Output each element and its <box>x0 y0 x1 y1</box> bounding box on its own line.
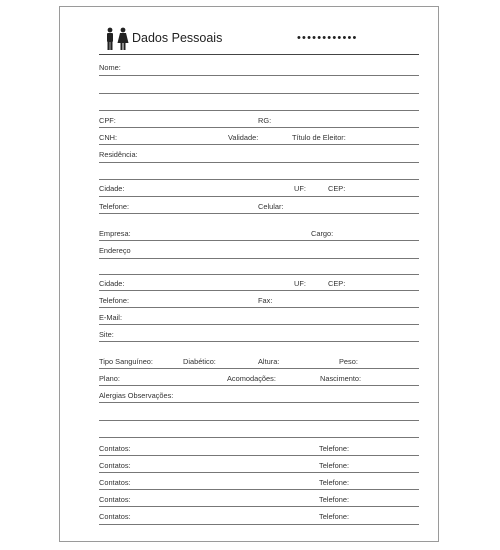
line-cidade[interactable] <box>99 196 419 197</box>
line-telefone[interactable] <box>99 213 419 214</box>
label-uf-2: UF: <box>294 279 306 288</box>
label-titulo-eleitor: Título de Eleitor: <box>292 133 346 142</box>
decorative-dots: •••••••••••• <box>297 32 358 44</box>
line-endereco-2[interactable] <box>99 274 419 275</box>
label-contato-telefone-4: Telefone: <box>319 495 349 504</box>
label-contatos-4: Contatos: <box>99 495 131 504</box>
label-nome: Nome: <box>99 63 121 72</box>
label-cargo: Cargo: <box>311 229 334 238</box>
form-header <box>99 23 419 55</box>
label-contatos-1: Contatos: <box>99 444 131 453</box>
line-residencia-2[interactable] <box>99 179 419 180</box>
label-cidade-2: Cidade: <box>99 279 125 288</box>
line-alergias[interactable] <box>99 402 419 403</box>
label-tipo-sanguineo: Tipo Sanguíneo: <box>99 357 153 366</box>
label-cnh: CNH: <box>99 133 118 142</box>
label-email: E-Mail: <box>99 313 122 322</box>
people-icon <box>104 27 130 56</box>
line-cpf[interactable] <box>99 127 419 128</box>
label-cep-2: CEP: <box>328 279 346 288</box>
label-empresa: Empresa: <box>99 229 131 238</box>
label-cidade: Cidade: <box>99 184 125 193</box>
label-site: Site: <box>99 330 114 339</box>
label-acomodacoes: Acomodações: <box>227 374 276 383</box>
line-contatos-1[interactable] <box>99 455 419 456</box>
line-nome-2[interactable] <box>99 93 419 94</box>
label-contato-telefone-2: Telefone: <box>319 461 349 470</box>
label-validade: Validade: <box>228 133 259 142</box>
line-site[interactable] <box>99 341 419 342</box>
line-email[interactable] <box>99 324 419 325</box>
label-contatos-2: Contatos: <box>99 461 131 470</box>
line-cidade-2[interactable] <box>99 290 419 291</box>
header-divider <box>99 54 419 55</box>
line-residencia[interactable] <box>99 162 419 163</box>
line-contatos-4[interactable] <box>99 506 419 507</box>
line-contatos-2[interactable] <box>99 472 419 473</box>
label-endereco: Endereço <box>99 246 131 255</box>
line-cnh[interactable] <box>99 144 419 145</box>
label-altura: Altura: <box>258 357 280 366</box>
line-nome[interactable] <box>99 75 419 76</box>
label-contatos-5: Contatos: <box>99 512 131 521</box>
label-contatos-3: Contatos: <box>99 478 131 487</box>
label-cep: CEP: <box>328 184 346 193</box>
label-diabetico: Diabético: <box>183 357 216 366</box>
line-saude[interactable] <box>99 368 419 369</box>
label-plano: Plano: <box>99 374 120 383</box>
label-cpf: CPF: <box>99 116 116 125</box>
label-nascimento: Nascimento: <box>320 374 362 383</box>
label-contato-telefone-1: Telefone: <box>319 444 349 453</box>
line-empresa[interactable] <box>99 240 419 241</box>
label-residencia: Residência: <box>99 150 138 159</box>
label-contato-telefone-3: Telefone: <box>319 478 349 487</box>
line-telefone-2[interactable] <box>99 307 419 308</box>
label-telefone: Telefone: <box>99 202 129 211</box>
line-plano[interactable] <box>99 385 419 386</box>
label-alergias: Alergias Observações: <box>99 391 174 400</box>
label-contato-telefone-5: Telefone: <box>319 512 349 521</box>
label-celular: Celular: <box>258 202 284 211</box>
line-alergias-2[interactable] <box>99 420 419 421</box>
line-endereco[interactable] <box>99 258 419 259</box>
line-alergias-3[interactable] <box>99 437 419 438</box>
label-rg: RG: <box>258 116 272 125</box>
label-telefone-2: Telefone: <box>99 296 129 305</box>
line-contatos-5[interactable] <box>99 524 419 525</box>
line-blank-1[interactable] <box>99 110 419 111</box>
line-contatos-3[interactable] <box>99 489 419 490</box>
label-peso: Peso: <box>339 357 358 366</box>
form-title: Dados Pessoais <box>132 31 223 45</box>
label-fax: Fax: <box>258 296 273 305</box>
label-uf: UF: <box>294 184 306 193</box>
